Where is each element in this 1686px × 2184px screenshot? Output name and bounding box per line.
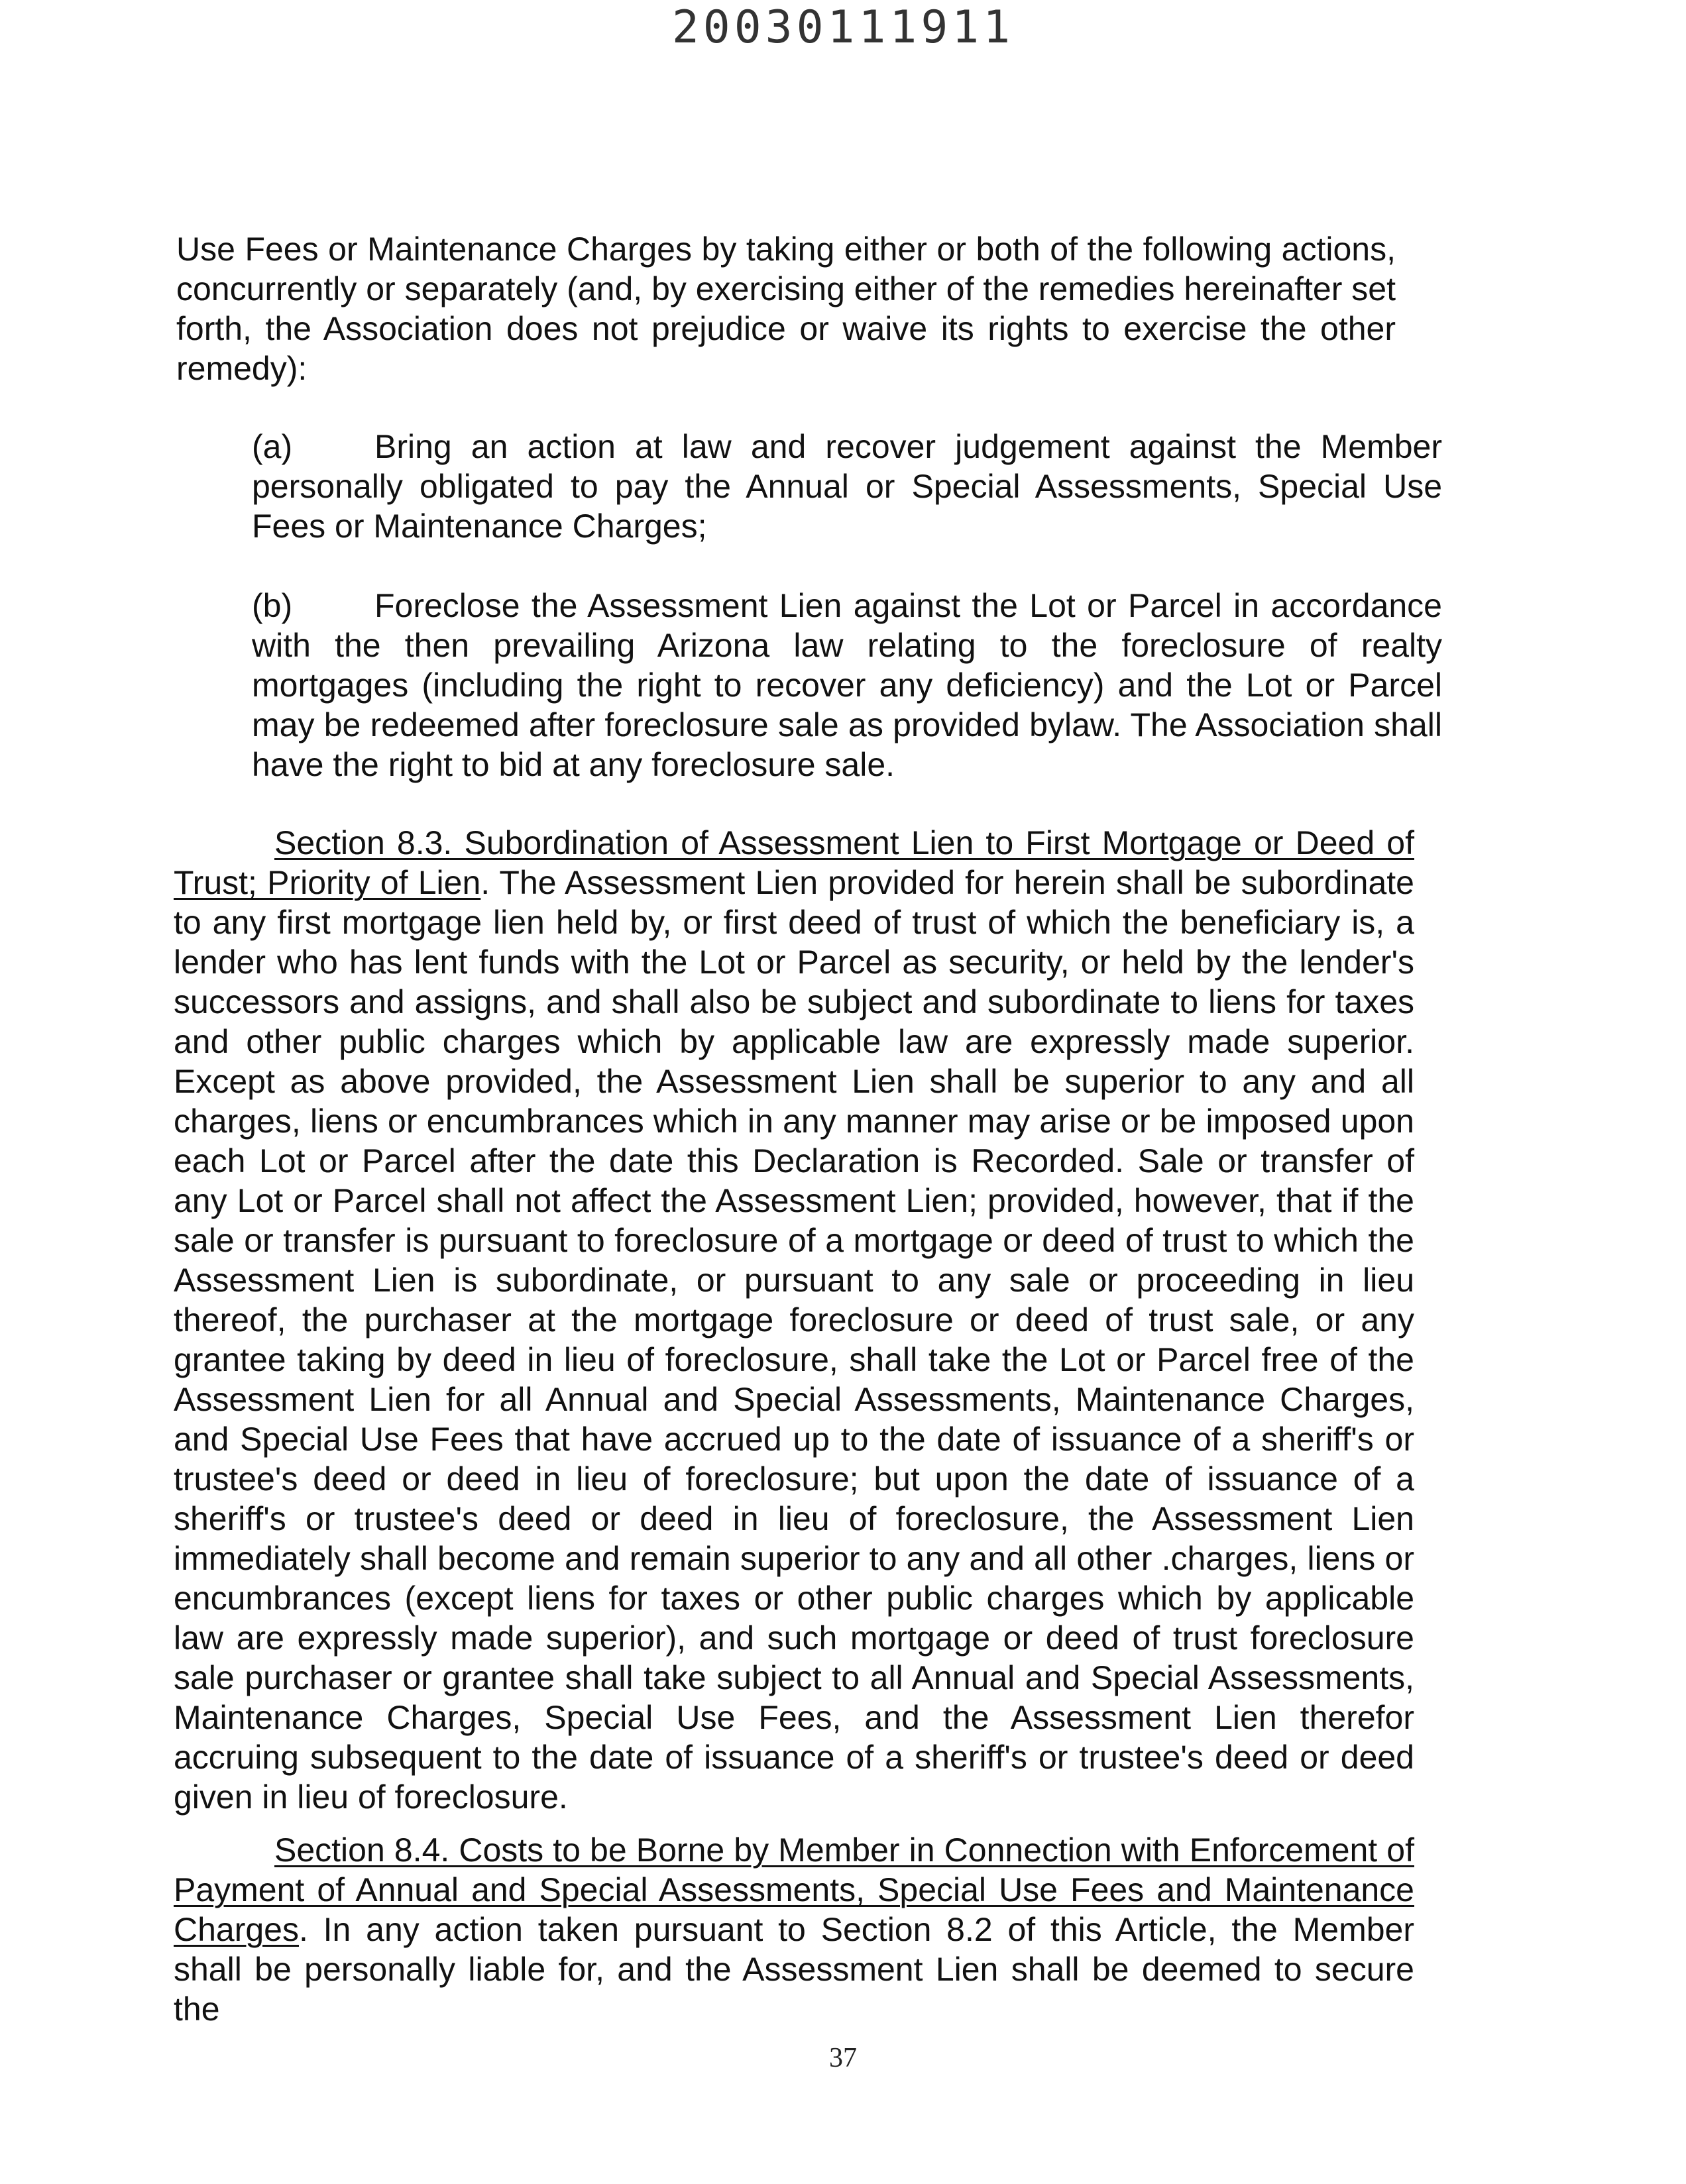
- intro-paragraph: Use Fees or Maintenance Charges by taking either or both of the following actions, concurrently or separately (and, by exercising either of the remedies hereinafter set forth, the Association does not prejudice or waive its rights to exercise the other remedy):: [176, 231, 1396, 387]
- list-item-text: Bring an action at law and recover judgement against the Member personally obligated to pay the Annual or Special Assessments, Special Use Fees or Maintenance Charges;: [252, 428, 1442, 545]
- page-number: 37: [829, 2043, 857, 2073]
- list-item-a: [252, 427, 1442, 546]
- list-item-b: [252, 586, 1442, 785]
- section-8-4-paragraph: [174, 1830, 1414, 2029]
- list-item-label: (a): [252, 428, 293, 465]
- list-item-label: (b): [252, 587, 293, 624]
- section-8-3-paragraph: [174, 823, 1414, 1817]
- section-8-4-heading: Section 8.4. Costs to be Borne by Member in Connection with Enforcement of Payment of Annual and Special Assessments, Special Use Fees and Maintenance Charges: [174, 1831, 1414, 1948]
- section-8-3-text: . The Assessment Lien provided for herein shall be subordinate to any first mortgage lien held by, or first deed of trust of which the beneficiary is, a lender who has lent funds with the Lot or Parcel as security, or held by the lender's successors and assigns, and shall also be subject and subordinate to liens for taxes and other public charges which by applicable law are expressly made superior. Except as above provided, the Assessment Lien shall be superior to any and all charges, liens or encumbrances which in any manner may arise or be imposed upon each Lot or Parcel after the date this Declaration is Recorded. Sale or transfer of any Lot or Parcel shall not affect the Assessment Lien; provided, however, that if the sale or transfer is pursuant to foreclosure of a mortgage or deed of trust to which the Assessment Lien is subordinate, or pursuant to any sale or proceeding in lieu thereof, the purchaser at the mortgage foreclosure or deed of trust sale, or any grantee taking by deed in lieu of foreclosure, shall take the Lot or Parcel free of the Assessment Lien for all Annual and Special Assessments, Maintenance Charges, and Special Use Fees that have accrued up to the date of issuance of a sheriff's or trustee's deed or deed in lieu of foreclosure; but upon the date of issuance of a sheriff's or trustee's deed or deed in lieu of foreclosure, the Assessment Lien immediately shall become and remain superior to any and all other .charges, liens or encumbrances (except liens for taxes or other public charges which by applicable law are expressly made superior), and such mortgage or deed of trust foreclosure sale purchaser or grantee shall take subject to all Annual and Special Assessments, Maintenance Charges, Special Use Fees, and the Assessment Lien therefor accruing subsequent to the date of issuance of a sheriff's or trustee's deed or deed given in lieu of foreclosure.: [174, 864, 1414, 1816]
- section-8-4-text: . In any action taken pursuant to Section 8.2 of this Article, the Member shall be personally liable for, and the Assessment Lien shall be deemed to secure the: [174, 1911, 1414, 2028]
- document-number: 20030111911: [671, 1, 1015, 54]
- section-8-3-heading: Section 8.3. Subordination of Assessment Lien to First Mortgage or Deed of Trust; Priority of Lien: [174, 824, 1414, 901]
- list-item-text: Foreclose the Assessment Lien against the Lot or Parcel in accordance with the then prevailing Arizona law relating to the foreclosure of realty mortgages (including the right to recover any deficiency) and the Lot or Parcel may be redeemed after foreclosure sale as provided bylaw. The Association shall have the right to bid at any foreclosure sale.: [252, 587, 1442, 783]
